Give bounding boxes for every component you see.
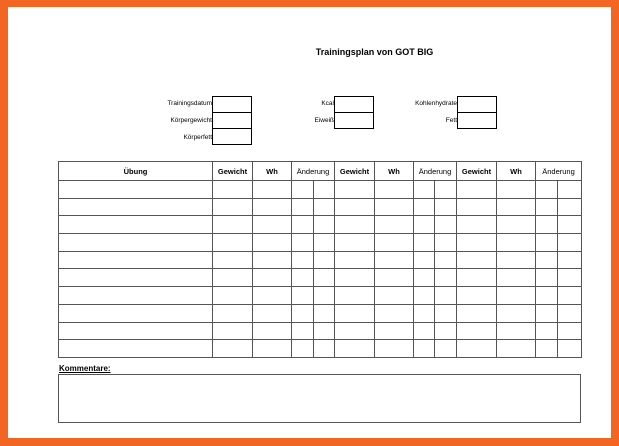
table-cell[interactable] xyxy=(536,340,558,358)
header-gewicht-2: Gewicht xyxy=(335,162,375,181)
table-cell[interactable] xyxy=(59,287,213,305)
table-cell[interactable] xyxy=(314,234,335,252)
table-cell[interactable] xyxy=(457,198,497,216)
table-cell[interactable] xyxy=(335,251,375,269)
table-cell[interactable] xyxy=(253,216,292,234)
table-cell[interactable] xyxy=(457,216,497,234)
table-cell[interactable] xyxy=(292,287,314,305)
table-cell[interactable] xyxy=(253,287,292,305)
table-cell[interactable] xyxy=(497,234,536,252)
table-cell[interactable] xyxy=(558,216,582,234)
table-cell[interactable] xyxy=(435,304,457,322)
table-cell[interactable] xyxy=(558,340,582,358)
table-cell[interactable] xyxy=(59,340,213,358)
table-cell[interactable] xyxy=(435,340,457,358)
table-cell[interactable] xyxy=(558,234,582,252)
table-row xyxy=(59,216,582,234)
table-cell[interactable] xyxy=(253,181,292,199)
table-cell[interactable] xyxy=(59,234,213,252)
table-cell[interactable] xyxy=(536,269,558,287)
table-cell[interactable] xyxy=(253,251,292,269)
header-uebung: Übung xyxy=(59,162,213,181)
table-cell[interactable] xyxy=(497,340,536,358)
table-cell[interactable] xyxy=(314,304,335,322)
table-cell[interactable] xyxy=(435,287,457,305)
table-row xyxy=(59,269,582,287)
table-cell[interactable] xyxy=(457,340,497,358)
table-cell[interactable] xyxy=(335,340,375,358)
table-cell[interactable] xyxy=(457,251,497,269)
table-cell[interactable] xyxy=(558,251,582,269)
table-cell[interactable] xyxy=(558,322,582,340)
table-cell[interactable] xyxy=(536,287,558,305)
table-cell[interactable] xyxy=(457,322,497,340)
comments-label: Kommentare: xyxy=(59,364,111,373)
table-cell[interactable] xyxy=(314,340,335,358)
page-title: Trainingsplan von GOT BIG xyxy=(315,47,434,57)
table-cell[interactable] xyxy=(213,322,253,340)
eiweiss-label: Eiweiß xyxy=(314,117,334,124)
table-cell[interactable] xyxy=(558,269,582,287)
table-cell[interactable] xyxy=(375,287,414,305)
header-aenderung-2: Änderung xyxy=(414,162,457,181)
table-cell[interactable] xyxy=(292,234,314,252)
table-row xyxy=(59,181,582,199)
koerperfett-label: Körperfett xyxy=(183,134,212,141)
header-wh-1: Wh xyxy=(253,162,292,181)
comments-field[interactable] xyxy=(58,374,581,423)
table-cell[interactable] xyxy=(375,216,414,234)
header-wh-3: Wh xyxy=(497,162,536,181)
exercise-table xyxy=(58,161,582,358)
table-cell[interactable] xyxy=(457,181,497,199)
table-cell[interactable] xyxy=(375,322,414,340)
table-cell[interactable] xyxy=(213,181,253,199)
table-cell[interactable] xyxy=(59,304,213,322)
table-cell[interactable] xyxy=(536,304,558,322)
table-cell[interactable] xyxy=(558,181,582,199)
table-cell[interactable] xyxy=(292,269,314,287)
table-cell[interactable] xyxy=(292,198,314,216)
table-cell[interactable] xyxy=(375,251,414,269)
table-cell[interactable] xyxy=(414,181,435,199)
table-cell[interactable] xyxy=(335,234,375,252)
table-cell[interactable] xyxy=(59,251,213,269)
fett-field[interactable] xyxy=(457,112,497,129)
table-cell[interactable] xyxy=(292,304,314,322)
table-cell[interactable] xyxy=(292,181,314,199)
table-cell[interactable] xyxy=(59,269,213,287)
header-gewicht-3: Gewicht xyxy=(457,162,497,181)
table-cell[interactable] xyxy=(414,269,435,287)
table-cell[interactable] xyxy=(414,198,435,216)
table-cell[interactable] xyxy=(497,216,536,234)
table-cell[interactable] xyxy=(253,198,292,216)
table-row xyxy=(59,287,582,305)
kcal-field[interactable] xyxy=(334,96,374,113)
worksheet xyxy=(8,7,611,438)
table-cell[interactable] xyxy=(335,304,375,322)
table-header-row xyxy=(59,162,582,181)
table-cell[interactable] xyxy=(314,198,335,216)
table-cell[interactable] xyxy=(335,181,375,199)
table-cell[interactable] xyxy=(314,216,335,234)
table-cell[interactable] xyxy=(253,340,292,358)
table-cell[interactable] xyxy=(457,234,497,252)
table-cell[interactable] xyxy=(253,234,292,252)
table-row xyxy=(59,198,582,216)
table-cell[interactable] xyxy=(292,251,314,269)
table-cell[interactable] xyxy=(435,251,457,269)
table-cell[interactable] xyxy=(457,287,497,305)
header-gewicht-1: Gewicht xyxy=(213,162,253,181)
eiweiss-field[interactable] xyxy=(334,112,374,129)
table-cell[interactable] xyxy=(414,304,435,322)
table-cell[interactable] xyxy=(497,269,536,287)
table-cell[interactable] xyxy=(414,287,435,305)
table-cell[interactable] xyxy=(414,251,435,269)
table-cell[interactable] xyxy=(213,251,253,269)
table-cell[interactable] xyxy=(335,322,375,340)
koerperfett-field[interactable] xyxy=(212,128,252,145)
fett-label: Fett xyxy=(445,117,457,124)
table-cell[interactable] xyxy=(335,198,375,216)
table-cell[interactable] xyxy=(375,181,414,199)
table-cell[interactable] xyxy=(414,340,435,358)
table-cell[interactable] xyxy=(335,287,375,305)
table-cell[interactable] xyxy=(375,340,414,358)
table-cell[interactable] xyxy=(435,181,457,199)
table-cell[interactable] xyxy=(558,287,582,305)
table-cell[interactable] xyxy=(457,269,497,287)
table-cell[interactable] xyxy=(59,181,213,199)
table-cell[interactable] xyxy=(435,198,457,216)
table-cell[interactable] xyxy=(314,287,335,305)
table-cell[interactable] xyxy=(536,322,558,340)
koerpergewicht-label: Körpergewicht xyxy=(170,117,212,124)
table-cell[interactable] xyxy=(414,322,435,340)
table-cell[interactable] xyxy=(213,216,253,234)
table-cell[interactable] xyxy=(414,234,435,252)
table-cell[interactable] xyxy=(253,322,292,340)
table-cell[interactable] xyxy=(497,287,536,305)
table-cell[interactable] xyxy=(213,340,253,358)
table-cell[interactable] xyxy=(292,322,314,340)
table-cell[interactable] xyxy=(375,198,414,216)
kohlenhydrate-label: Kohlenhydrate xyxy=(415,100,457,107)
table-cell[interactable] xyxy=(253,304,292,322)
table-cell[interactable] xyxy=(435,216,457,234)
table-cell[interactable] xyxy=(335,269,375,287)
table-cell[interactable] xyxy=(59,322,213,340)
trainingsdatum-field[interactable] xyxy=(212,96,252,113)
kohlenhydrate-field[interactable] xyxy=(457,96,497,113)
table-cell[interactable] xyxy=(497,322,536,340)
koerpergewicht-field[interactable] xyxy=(212,112,252,129)
table-cell[interactable] xyxy=(375,304,414,322)
table-row xyxy=(59,340,582,358)
table-cell[interactable] xyxy=(213,234,253,252)
table-cell[interactable] xyxy=(213,269,253,287)
table-cell[interactable] xyxy=(253,269,292,287)
table-cell[interactable] xyxy=(59,216,213,234)
table-row xyxy=(59,304,582,322)
table-cell[interactable] xyxy=(213,287,253,305)
table-cell[interactable] xyxy=(536,198,558,216)
table-cell[interactable] xyxy=(314,269,335,287)
kcal-label: Kcal xyxy=(321,100,334,107)
table-cell[interactable] xyxy=(536,181,558,199)
header-aenderung-1: Änderung xyxy=(292,162,335,181)
trainingsdatum-label: Trainingsdatum xyxy=(167,100,212,107)
table-cell[interactable] xyxy=(213,198,253,216)
table-row xyxy=(59,322,582,340)
header-aenderung-3: Änderung xyxy=(536,162,582,181)
table-cell[interactable] xyxy=(558,304,582,322)
table-cell[interactable] xyxy=(314,181,335,199)
table-cell[interactable] xyxy=(457,304,497,322)
table-cell[interactable] xyxy=(497,181,536,199)
table-cell[interactable] xyxy=(536,216,558,234)
table-cell[interactable] xyxy=(558,198,582,216)
table-row xyxy=(59,234,582,252)
table-cell[interactable] xyxy=(314,322,335,340)
table-cell[interactable] xyxy=(375,269,414,287)
table-cell[interactable] xyxy=(536,234,558,252)
table-cell[interactable] xyxy=(414,216,435,234)
table-cell[interactable] xyxy=(314,251,335,269)
table-cell[interactable] xyxy=(292,216,314,234)
table-cell[interactable] xyxy=(435,234,457,252)
table-cell[interactable] xyxy=(213,304,253,322)
table-cell[interactable] xyxy=(292,340,314,358)
header-wh-2: Wh xyxy=(375,162,414,181)
table-row xyxy=(59,251,582,269)
table-cell[interactable] xyxy=(375,234,414,252)
table-cell[interactable] xyxy=(536,251,558,269)
table-cell[interactable] xyxy=(497,304,536,322)
table-cell[interactable] xyxy=(59,198,213,216)
table-cell[interactable] xyxy=(497,251,536,269)
table-cell[interactable] xyxy=(335,216,375,234)
table-cell[interactable] xyxy=(435,269,457,287)
table-cell[interactable] xyxy=(497,198,536,216)
table-cell[interactable] xyxy=(435,322,457,340)
